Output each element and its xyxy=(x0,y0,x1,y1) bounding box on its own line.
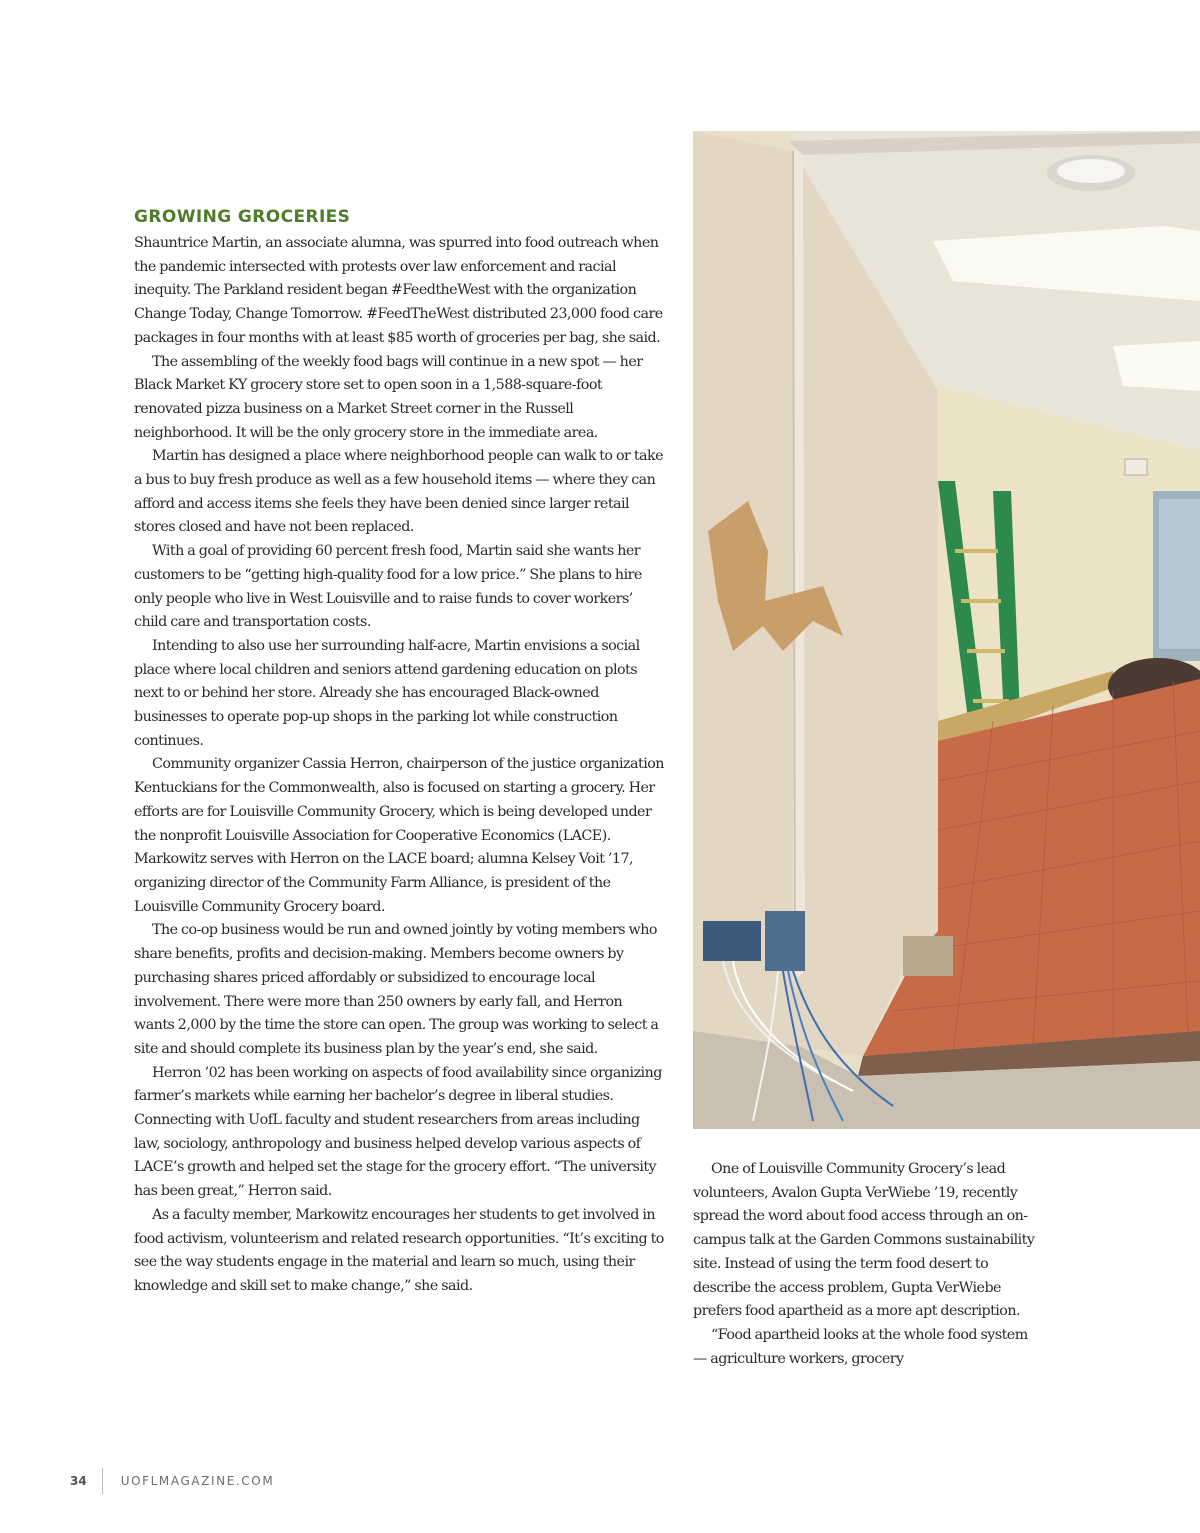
article-column-left xyxy=(134,232,664,1299)
article-paragraph: Herron ’02 has been working on aspects of food availability since organizing farmer’s markets while earning her bachelor’s degree in liberal studies. Connecting with UofL faculty and student researchers from areas including law, sociology, anthropology and business helped develop various aspects of LACE’s growth and helped set the stage for the grocery effort. “The university has been great,” Herron said. xyxy=(134,1064,662,1200)
article-paragraph: Shauntrice Martin, an associate alumna, was spurred into food outreach when the pandemic intersected with protests over law enforcement and racial inequity. The Parkland resident began #FeedtheWest with the organization Change Today, Change Tomorrow. #FeedTheWest distributed 23,000 food care packages in four months with at least $85 worth of groceries per bag, she said. xyxy=(134,235,663,346)
article-paragraph: “Food apartheid looks at the whole food system — agriculture workers, grocery xyxy=(693,1326,1028,1367)
article-paragraph: With a goal of providing 60 percent fresh food, Martin said she wants her customers to be “getting high-quality food for a low price.” She plans to hire only people who live in West Louisville and to raise funds to cover workers’ child care and transportation costs. xyxy=(134,543,642,631)
article-paragraph: Community organizer Cassia Herron, chairperson of the justice organization Kentuckians for the Commonwealth, also is focused on starting a grocery. Her efforts are for Louisville Community Grocery, which is being developed under the nonprofit Louisville Association for Cooperative Economics (LACE). Markowitz serves with Herron on the LACE board; alumna Kelsey Voit ’17, organizing director of the Community Farm Alliance, is president of the Louisville Community Grocery board. xyxy=(134,756,664,915)
article-paragraph: One of Louisville Community Grocery’s lead volunteers, Avalon Gupta VerWiebe ’19, recently spread the word about food access through an on-campus talk at the Garden Commons sustainability site. Instead of using the term food desert to describe the access problem, Gupta VerWiebe prefers food apartheid as a more apt description. xyxy=(693,1161,1035,1320)
article-paragraph: The co-op business would be run and owned jointly by voting members who share benefits, profits and decision-making. Members become owners by purchasing shares priced affordably or subsidized to encourage local involvement. There were more than 250 owners by early fall, and Herron wants 2,000 by the time the store can open. The group was working to select a site and should complete its business plan by the year’s end, she said. xyxy=(134,922,659,1057)
site-url: UOFLMAGAZINE.COM xyxy=(120,1474,275,1488)
renovation-photo xyxy=(693,131,1200,1129)
article-column-right xyxy=(693,1158,1043,1371)
article-paragraph: The assembling of the weekly food bags will continue in a new spot — her Black Market KY grocery store set to open soon in a 1,588-square-foot renovated pizza business on a Market Street corner in the Russell neighborhood. It will be the only grocery store in the immediate area. xyxy=(134,353,643,441)
article-paragraph: Martin has designed a place where neighborhood people can walk to or take a bus to buy fresh produce as well as a few household items — where they can afford and access items she feels they have been denied since larger retail stores closed and have not been replaced. xyxy=(134,448,664,536)
page-footer xyxy=(70,1468,274,1494)
article-paragraph: As a faculty member, Markowitz encourages her students to get involved in food activism, volunteerism and related research opportunities. “It’s exciting to see the way students engage in the material and learn so much, using their knowledge and skill set to make change,” she said. xyxy=(134,1206,664,1294)
section-heading: GROWING GROCERIES xyxy=(134,207,351,227)
article-paragraph: Intending to also use her surrounding half-acre, Martin envisions a social place where local children and seniors attend gardening education on plots next to or behind her store. Already she has encouraged Black-owned businesses to operate pop-up shops in the parking lot while construction continues. xyxy=(134,637,640,749)
page-number: 34 xyxy=(70,1474,87,1488)
footer-divider xyxy=(102,1468,103,1494)
